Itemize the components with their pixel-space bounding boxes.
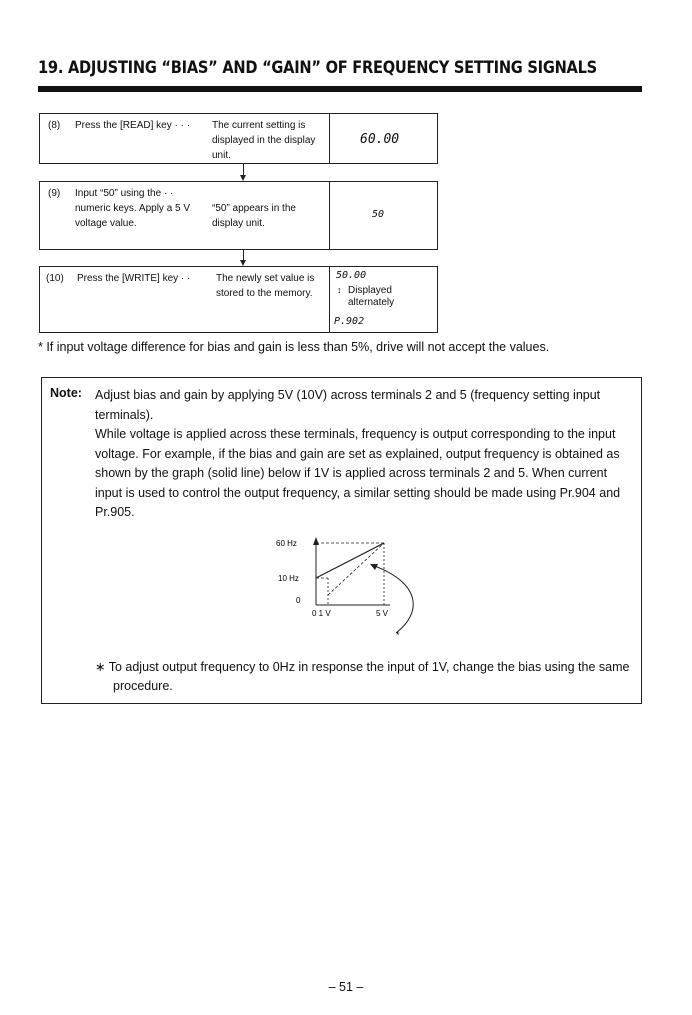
step-10 [39, 266, 438, 333]
step-action: Press the [READ] key · · · [75, 120, 191, 131]
display-value-top: 50.00 [336, 270, 367, 281]
display-value: 60.00 [360, 132, 400, 147]
note-text [95, 386, 635, 523]
display-value: 50 [372, 209, 385, 220]
y-label-60hz: 60 Hz [276, 539, 297, 548]
page-number: – 51 – [328, 980, 364, 994]
display-panel [329, 114, 437, 163]
step-result: The newly set value is stored to the memory. [216, 273, 315, 299]
step-number: (8) [48, 120, 61, 131]
note-paragraph: While voltage is applied across these terminals, frequency is output corresponding to the input voltage. For example, if the bias and gain are set as explained, output frequency is obtained as shown by the graph (solid line) below if 1V is applied across terminals 2 and 5. When current input is used to control the output frequency, a similar setting should be made using Pr.904 and Pr.905. [95, 427, 621, 519]
display-panel [329, 182, 437, 249]
display-panel [329, 267, 437, 332]
step-result: The current setting is displayed in the display unit. [212, 120, 316, 161]
step-number: (9) [48, 188, 61, 199]
y-label-10hz: 10 Hz [278, 574, 299, 583]
display-note: Displayed [348, 285, 392, 296]
display-value-bottom: P.902 [334, 316, 365, 327]
step-8 [39, 113, 438, 164]
step-9 [39, 181, 438, 250]
up-down-arrow-icon: ↕ [337, 285, 342, 295]
note-box [41, 377, 642, 704]
graph-asterisk: * [396, 630, 400, 640]
note-paragraph: Adjust bias and gain by applying 5V (10V) across terminals 2 and 5 (frequency setting input terminals). [95, 388, 601, 422]
x-label-5v: 5 V [376, 609, 389, 618]
note-label: Note: [50, 386, 82, 400]
page-title: 19. ADJUSTING “BIAS” AND “GAIN” OF FREQUENCY SETTING SIGNALS [38, 58, 597, 78]
asterisk-note: ∗ To adjust output frequency to 0Hz in response the input of 1V, change the bias using the same procedure. [95, 660, 630, 693]
bias-gain-graph [272, 533, 472, 643]
footnote: * If input voltage difference for bias and gain is less than 5%, drive will not accept the values. [38, 340, 550, 354]
display-note: alternately [348, 297, 395, 308]
step-action: Input “50” using the · · numeric keys. Apply a 5 V voltage value. [75, 188, 191, 229]
step-number: (10) [46, 273, 64, 284]
origin-label: 0 [296, 596, 301, 605]
x-label-1v: 0 1 V [312, 609, 331, 618]
title-rule [38, 86, 642, 92]
step-result: “50” appears in the display unit. [212, 203, 296, 229]
step-action: Press the [WRITE] key · · [77, 273, 191, 284]
